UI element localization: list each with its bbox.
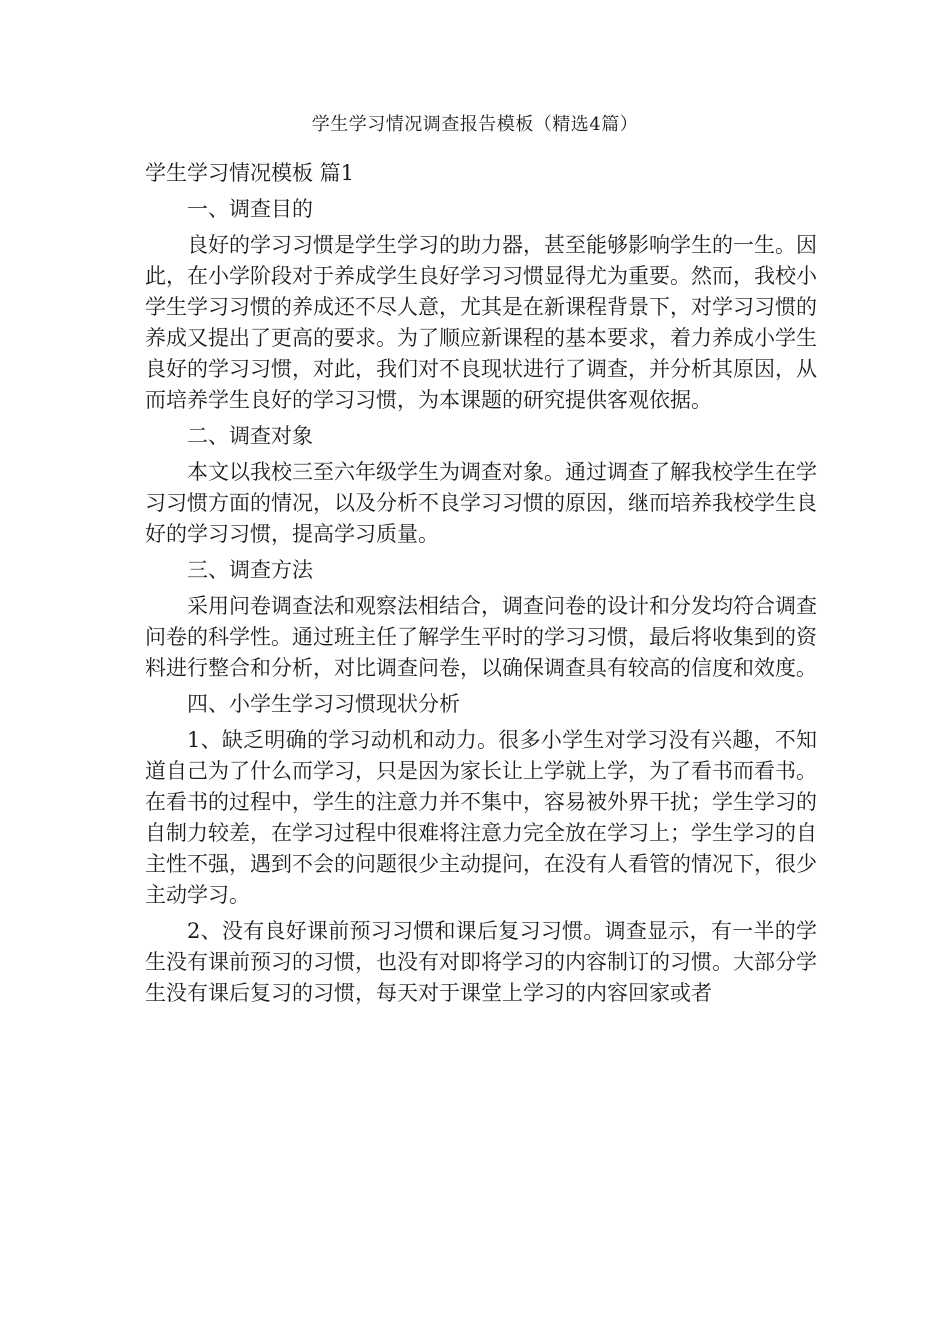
paragraph-survey-subjects: 本文以我校三至六年级学生为调查对象。通过调查了解我校学生在学习习惯方面的情况，以及分析不良学习习惯的原因，继而培养我校学生良好的学习习惯，提高学习质量。: [145, 460, 817, 546]
heading-status-analysis: 四、小学生学习习惯现状分析: [187, 692, 460, 716]
section-title: 学生学习情况模板 篇1: [145, 161, 355, 185]
paragraph-survey-purpose: 良好的学习习惯是学生学习的助力器，甚至能够影响学生的一生。因此，在小学阶段对于养成学生良好学习习惯显得尤为重要。然而，我校小学生学习习惯的养成还不尽人意，尤其是在新课程背景下，对学习习惯的养成又提出了更高的要求。为了顺应新课程的基本要求，着力养成小学生良好的学习习惯，对此，我们对不良现状进行了调查，并分析其原因，从而培养学生良好的学习习惯，为本课题的研究提供客观依据。: [145, 233, 817, 412]
paragraph-analysis-point-1: 1、缺乏明确的学习动机和动力。很多小学生对学习没有兴趣，不知道自己为了什么而学习，只是因为家长让上学就上学，为了看书而看书。在看书的过程中，学生的注意力并不集中，容易被外界干扰；学生学习的自制力较差，在学习过程中很难将注意力完全放在学习上；学生学习的自主性不强，遇到不会的问题很少主动提问，在没有人看管的情况下，很少主动学习。: [145, 728, 817, 907]
heading-survey-subjects: 二、调查对象: [187, 424, 313, 448]
heading-survey-purpose: 一、调查目的: [187, 197, 313, 221]
paragraph-survey-method: 采用问卷调查法和观察法相结合，调查问卷的设计和分发均符合调查问卷的科学性。通过班主任了解学生平时的学习习惯，最后将收集到的资料进行整合和分析，对比调查问卷，以确保调查具有较高的信度和效度。: [145, 594, 817, 680]
heading-survey-method: 三、调查方法: [187, 558, 313, 582]
document-title: 学生学习情况调查报告模板（精选4篇）: [311, 114, 639, 135]
paragraph-analysis-point-2: 2、没有良好课前预习习惯和课后复习习惯。调查显示，有一半的学生没有课前预习的习惯，也没有对即将学习的内容制订的习惯。大部分学生没有课后复习的习惯，每天对于课堂上学习的内容回家或者: [145, 919, 817, 1005]
document-body: [145, 158, 817, 1014]
